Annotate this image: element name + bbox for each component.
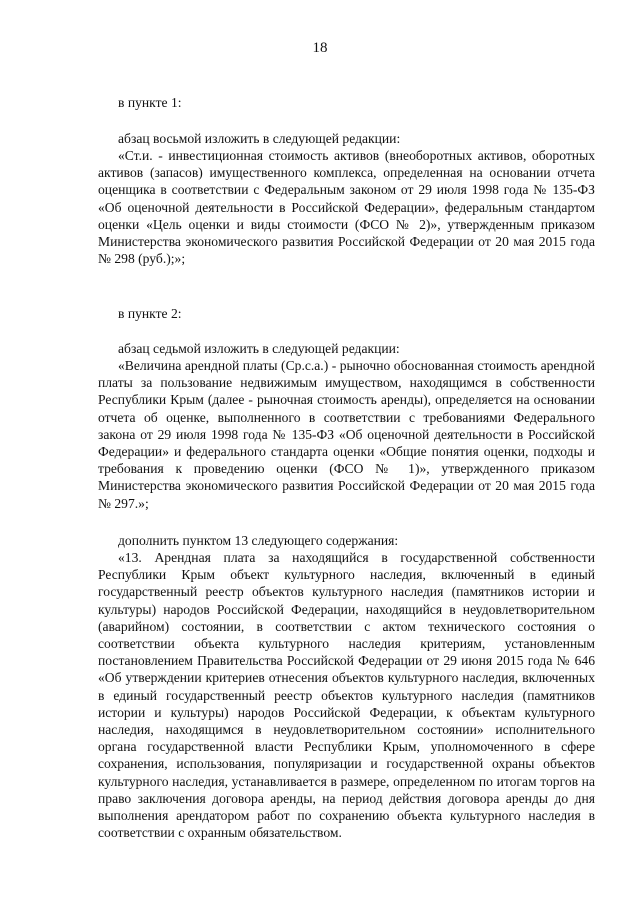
- section-2-intro: в пункте 2:: [118, 306, 182, 321]
- section-3-paragraph: «13. Арендная плата за находящийся в государственной собственности Республики Крым объект культурного наследия, включенный в единый государственный реестр объектов культурного наследия (памятников истории и культуры) народов Российской Федерации, находящийся в неудовлетворительном (аварийном) состоянии, в соответствии с актом технического состояния о соответствии объекта культурного наследия критериям, установленным постановлением Правительства Российской Федерации от 29 июня 2015 года № 646 «Об утверждении критериев отнесения объектов культурного наследия, включенных в единый государственный реестр объектов культурного наследия (памятников истории и культуры) народов Российской Федерации, к объектам культурного наследия, находящимся в неудовлетворительном состоянии» исполнительного органа государственной власти Республики Крым, уполномоченного в сфере сохранения, использования, популяризации и государственной охраны объектов культурного наследия, устанавливается в размере, определенном по итогам торгов на право заключения договора аренды, на период действия договора аренды до дня выполнения арендатором работ по сохранению объекта культурного наследия в соответствии с охранным обязательством.: [98, 550, 595, 841]
- section-1-paragraph: «Ст.и. - инвестиционная стоимость активов (внеоборотных активов, оборотных активов (запасов) имущественного комплекса, определенная на основании отчета оценщика в соответствии с Федеральным законом от 29 июля 1998 года № 135-ФЗ «Об оценочной деятельности в Российской Федерации», федеральным стандартом оценки «Цель оценки и виды стоимости (ФСО № 2)», утвержденным приказом Министерства экономического развития Российской Федерации от 20 мая 2015 года № 298 (руб.);»;: [98, 148, 595, 267]
- page-number: 18: [312, 40, 328, 56]
- section-2-paragraph: «Величина арендной платы (Ср.с.а.) - рыночно обоснованная стоимость арендной платы за пользование недвижимым имуществом, находящимся в собственности Республики Крым (далее - рыночная стоимость аренды), определяется на основании отчета об оценке, выполненного в соответствии с требованиями Федерального закона от 29 июля 1998 года № 135-ФЗ «Об оценочной деятельности в Российской Федерации» и федерального стандарта оценки «Общие понятия оценки, подходы и требования к проведению оценки (ФСО № 1)», утвержденного приказом Министерства экономического развития Российской Федерации от 20 мая 2015 года № 297.»;: [98, 358, 595, 511]
- section-1-instruction: абзац восьмой изложить в следующей редакции:: [118, 131, 401, 146]
- section-1-intro: в пункте 1:: [118, 95, 182, 110]
- section-3-instruction: дополнить пунктом 13 следующего содержания:: [118, 533, 399, 548]
- section-2-instruction: абзац седьмой изложить в следующей редакции:: [118, 341, 400, 356]
